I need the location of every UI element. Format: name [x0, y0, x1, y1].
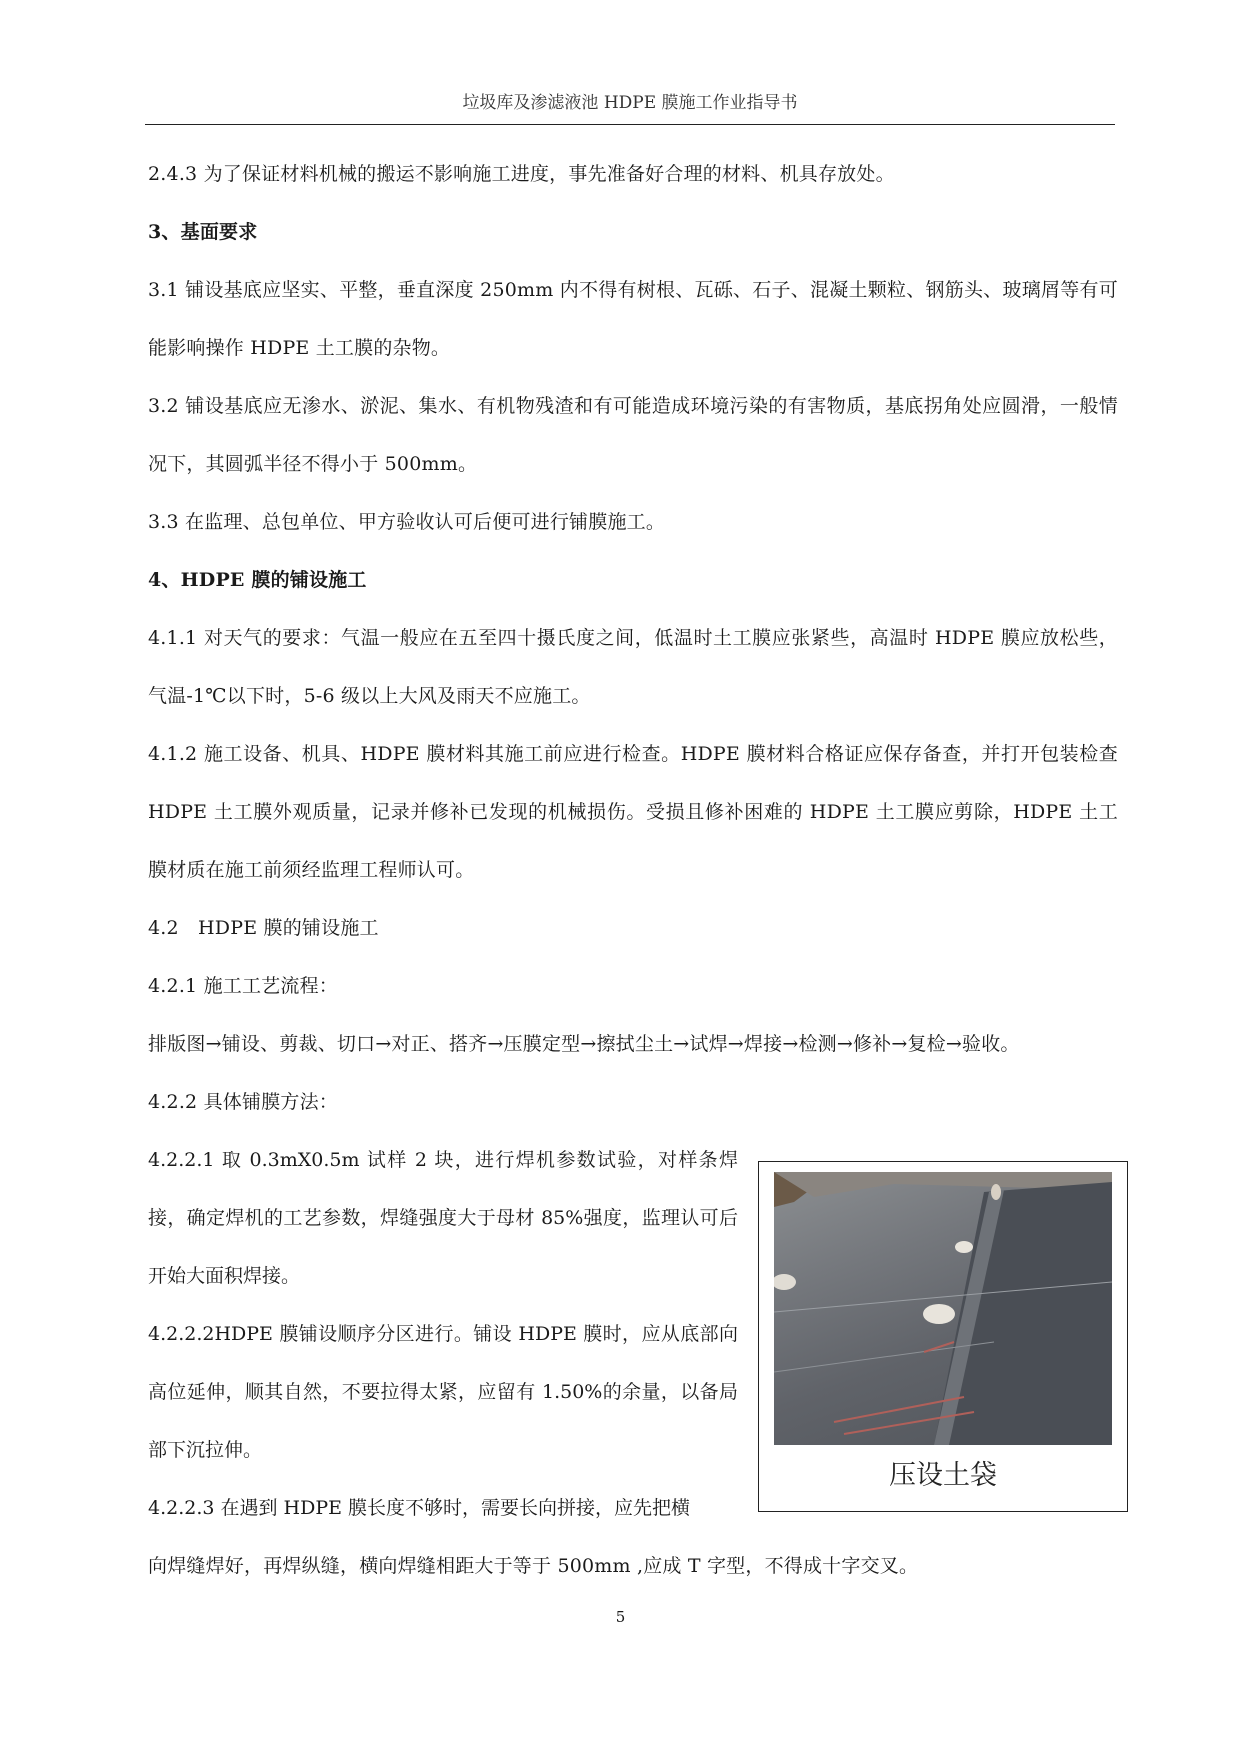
paragraph-4-2-2: 4.2.2 具体铺膜方法：: [148, 1091, 338, 1113]
process-flow: 排版图→铺设、剪裁、切口→对正、搭齐→压膜定型→擦拭尘土→试焊→焊接→检测→修补→复检→验收。: [148, 1033, 1020, 1055]
paragraph-3-3: 3.3 在监理、总包单位、甲方验收认可后便可进行铺膜施工。: [148, 511, 666, 533]
paragraph-4-1-1: 4.1.1 对天气的要求：气温一般应在五至四十摄氏度之间，低温时土工膜应张紧些，高温时 HDPE 膜应放松些，气温-1℃以下时，5-6 级以上大风及雨天不应施工。: [148, 627, 1118, 707]
paragraph-4-1-2: 4.1.2 施工设备、机具、HDPE 膜材料其施工前应进行检查。HDPE 膜材料合格证应保存备查，并打开包装检查 HDPE 土工膜外观质量，记录并修补已发现的机械损伤。受损且修补困难的 HDPE 土工膜应剪除，HDPE 土工膜材质在施工前须经监理工程师认可。: [148, 743, 1118, 881]
page-header: 垃圾库及渗滤液池 HDPE 膜施工作业指导书: [462, 93, 798, 113]
section-heading-3: 3、基面要求: [148, 221, 258, 243]
page-number: 5: [615, 1608, 626, 1626]
paragraph-2-4-3: 2.4.3 为了保证材料机械的搬运不影响施工进度，事先准备好合理的材料、机具存放处。: [148, 163, 895, 185]
paragraph-3-1: 3.1 铺设基底应坚实、平整，垂直深度 250mm 内不得有树根、瓦砾、石子、混凝土颗粒、钢筋头、玻璃屑等有可能影响操作 HDPE 土工膜的杂物。: [148, 279, 1118, 359]
paragraph-4-2-2-3: 4.2.2.3 在遇到 HDPE 膜长度不够时，需要长向拼接，应先把横: [148, 1497, 691, 1519]
sandbag-photo: [774, 1172, 1112, 1445]
paragraph-4-2-2-1: 4.2.2.1 取 0.3mX0.5m 试样 2 块，进行焊机参数试验，对样条焊接，确定焊机的工艺参数，焊缝强度大于母材 85%强度，监理认可后开始大面积焊接。: [148, 1149, 738, 1287]
figure-box: [758, 1161, 1128, 1512]
section-heading-4: 4、HDPE 膜的铺设施工: [148, 569, 367, 591]
paragraph-4-2: 4.2 HDPE 膜的铺设施工: [148, 917, 379, 939]
figure-caption: 压设土袋: [889, 1460, 997, 1491]
paragraph-4-2-2-2: 4.2.2.2HDPE 膜铺设顺序分区进行。铺设 HDPE 膜时，应从底部向高位延伸，顺其自然，不要拉得太紧，应留有 1.50%的余量，以备局部下沉拉伸。: [148, 1323, 738, 1461]
paragraph-4-2-1: 4.2.1 施工工艺流程：: [148, 975, 338, 997]
paragraph-3-2: 3.2 铺设基底应无渗水、淤泥、集水、有机物残渣和有可能造成环境污染的有害物质，基底拐角处应圆滑，一般情况下，其圆弧半径不得小于 500mm。: [148, 395, 1118, 475]
header-divider: [145, 124, 1115, 125]
text-with-figure: [148, 1131, 1118, 1537]
document-body: [148, 145, 1118, 1595]
paragraph-4-2-2-3-cont: 向焊缝焊好，再焊纵缝，横向焊缝相距大于等于 500mm ,应成 T 字型，不得成十字交叉。: [148, 1555, 919, 1577]
